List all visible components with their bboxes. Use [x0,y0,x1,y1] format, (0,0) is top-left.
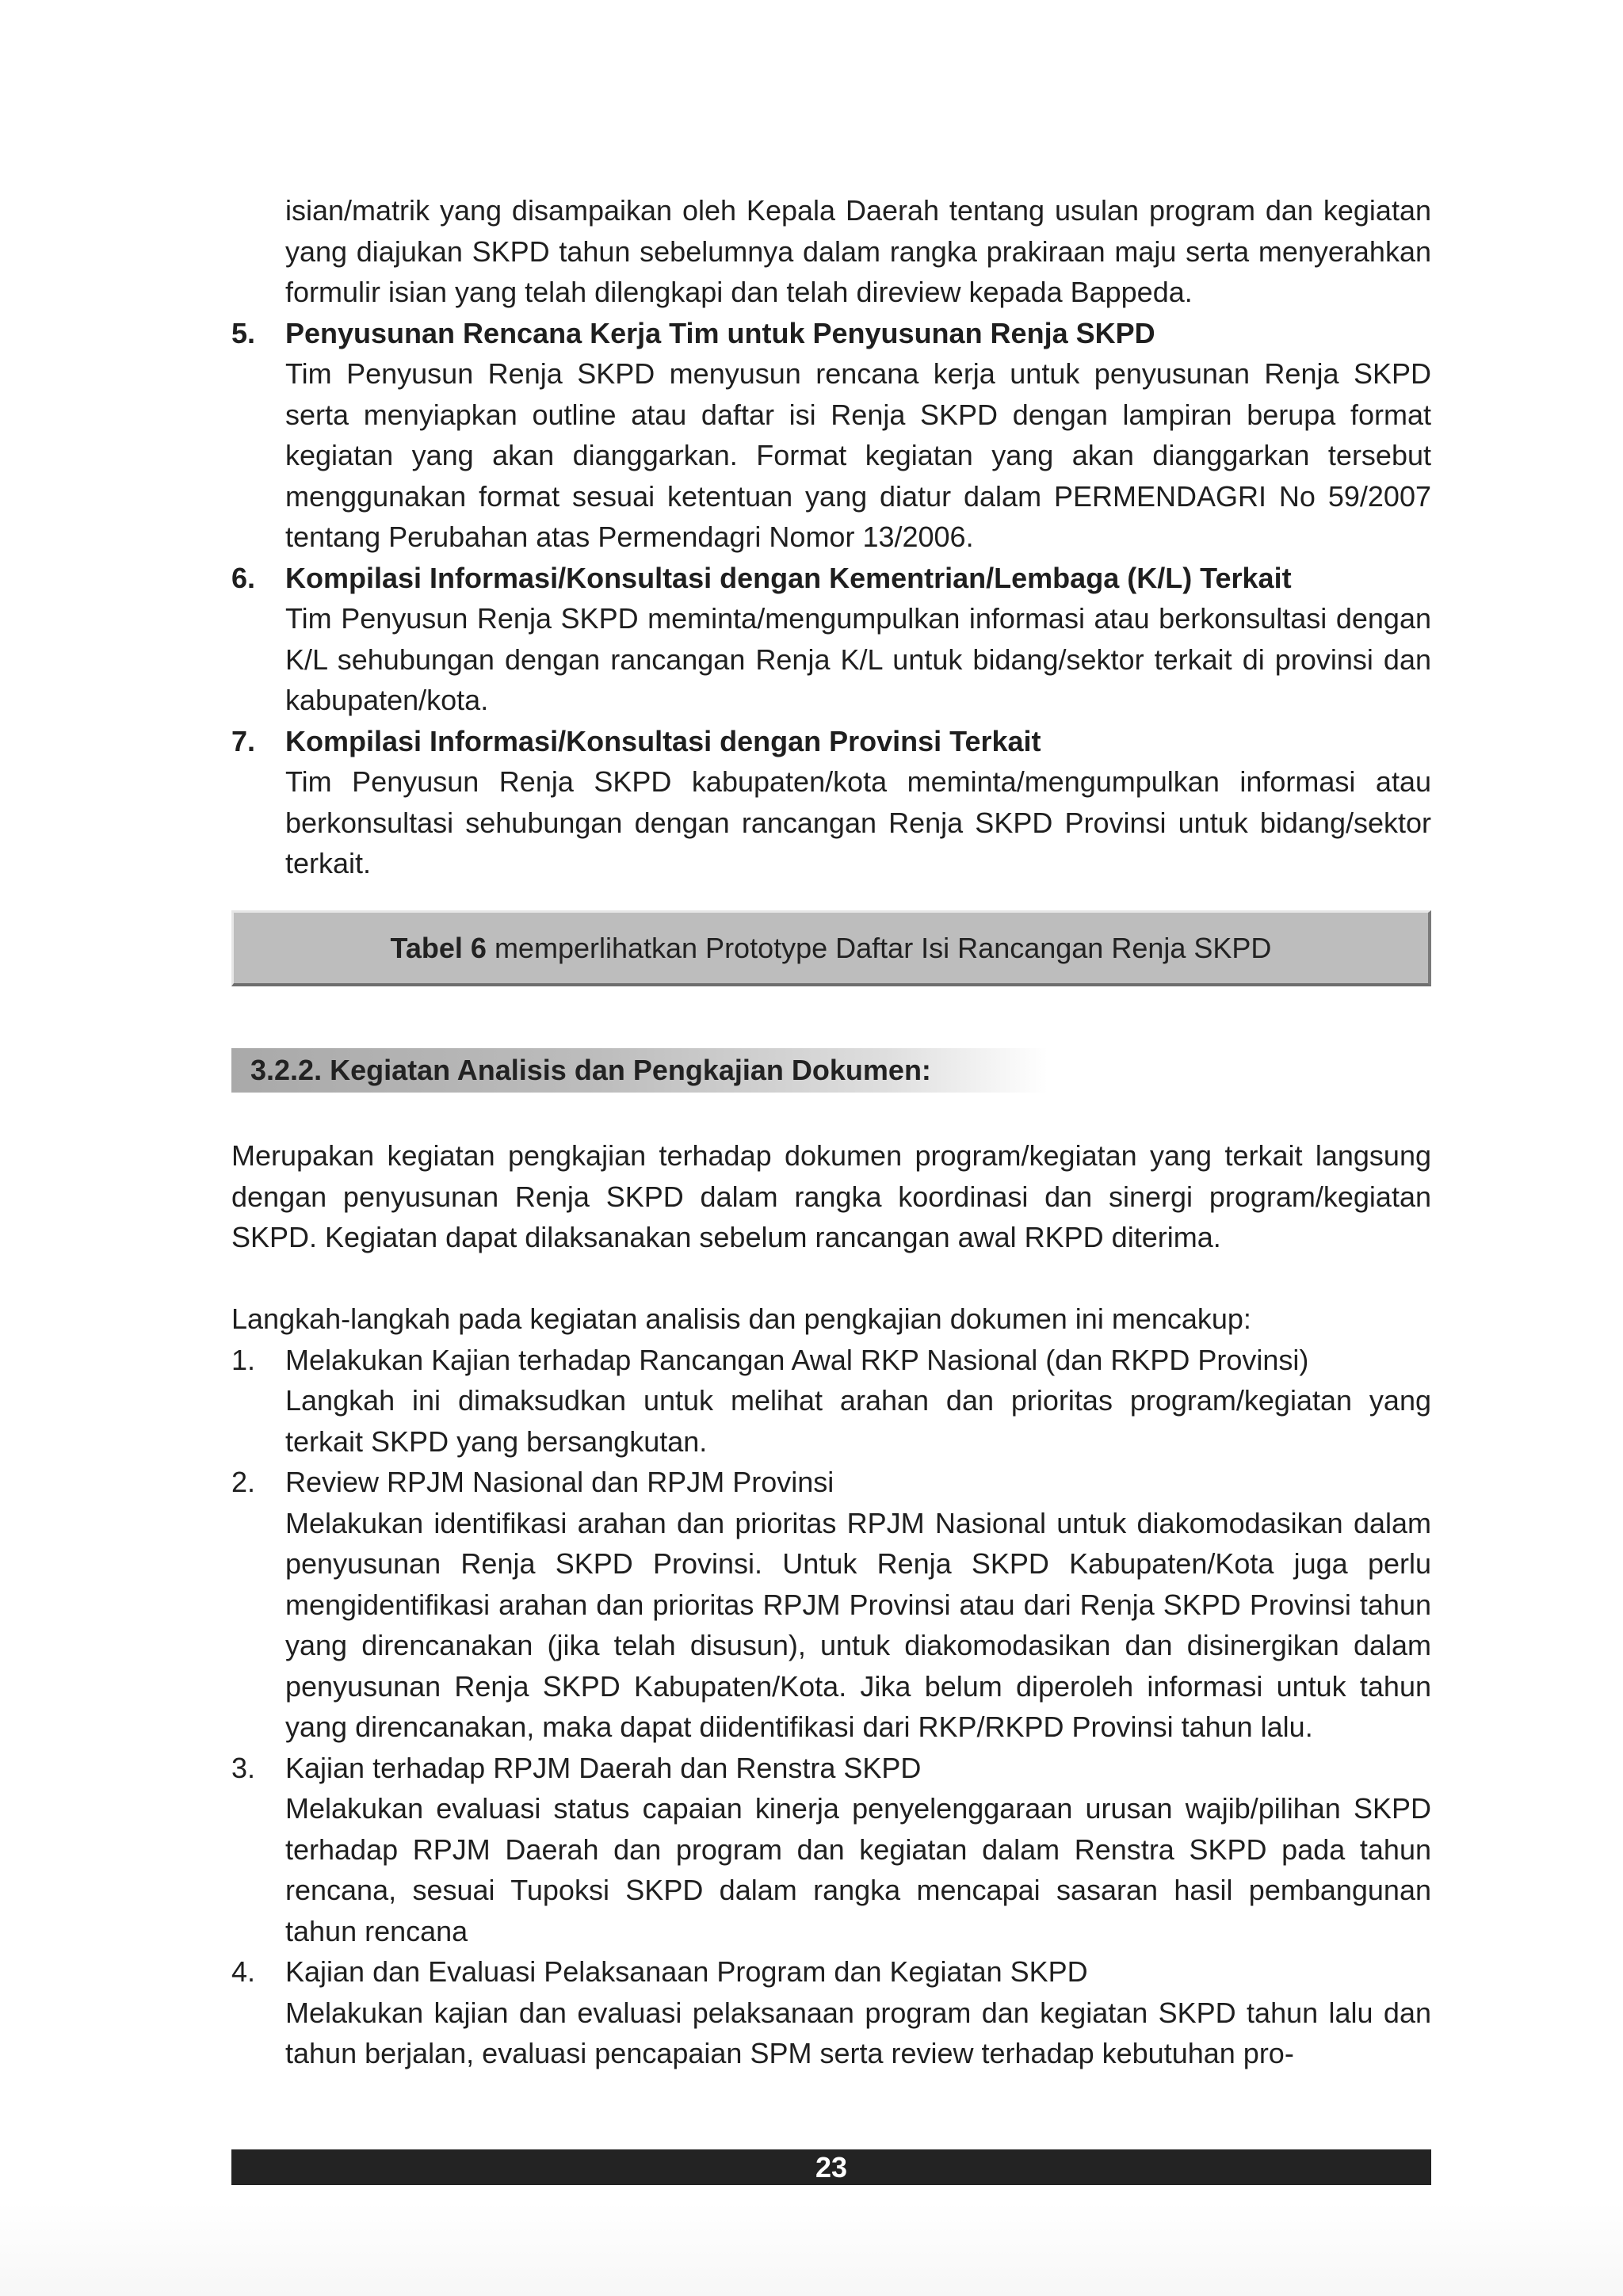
step-title: Kajian dan Evaluasi Pelaksanaan Program dan Kegiatan SKPD [285,1955,1088,1988]
section-intro-paragraph: Merupakan kegiatan pengkajian terhadap dokumen program/kegiatan yang terkait langsung dengan penyusunan Renja SKPD dalam rangka koordinasi dan sinergi program/kegiatan SKPD. Kegiatan dapat dilaksanakan sebelum rancangan awal RKPD diterima. [231,1139,1431,1253]
section-heading: 3.2.2. Kegiatan Analisis dan Pengkajian Dokumen: [231,1048,1048,1093]
list-number: 5. [231,316,256,349]
list-number: 6. [231,561,256,594]
list-item-text: Tim Penyusun Renja SKPD meminta/mengumpulkan informasi atau berkonsultasi dengan K/L sehubungan dengan rancangan Renja K/L untuk bidang/sektor terkait di provinsi dan kabupaten/kota. [285,602,1431,716]
steps-intro: Langkah-langkah pada kegiatan analisis dan pengkajian dokumen ini mencakup: [231,1302,1251,1335]
step-item-1 [231,1340,1431,1463]
list-item-5 [231,313,1431,558]
blank-line [231,1258,1431,1299]
list-number: 2. [231,1466,256,1498]
step-title: Kajian terhadap RPJM Daerah dan Renstra SKPD [285,1751,922,1784]
step-item-4 [231,1951,1431,2074]
section-body [231,1135,1431,2074]
step-text: Melakukan identifikasi arahan dan prioritas RPJM Nasional untuk diakomodasikan dalam penyusunan Renja SKPD Provinsi. Untuk Renja SKPD Kabupaten/Kota juga perlu mengidentifikasi arahan dan prioritas RPJM Provinsi atau dari Renja SKPD Provinsi tahun yang direncanakan (jika telah disusun), untuk diakomodasikan dan disinergikan dalam penyusunan Renja SKPD Kabupaten/Kota. Jika belum diperoleh informasi untuk tahun yang direncanakan, maka dapat diidentifikasi dari RKP/RKPD Provinsi tahun lalu. [285,1506,1431,1743]
step-item-3 [231,1748,1431,1952]
step-title: Melakukan Kajian terhadap Rancangan Awal RKP Nasional (dan RKPD Provinsi) [285,1343,1309,1376]
page-number-bar [231,2149,1431,2185]
list-number: 7. [231,724,256,757]
page-bottom-shade [0,2203,1623,2296]
step-text: Langkah ini dimaksudkan untuk melihat arahan dan prioritas program/kegiatan yang terkait SKPD yang bersangkutan. [285,1384,1431,1458]
table-reference-text: memperlihatkan Prototype Daftar Isi Rancangan Renja SKPD [486,931,1272,964]
top-section [231,190,1431,884]
page-number: 23 [815,2150,848,2183]
list-item-title: Penyusunan Rencana Kerja Tim untuk Penyusunan Renja SKPD [285,316,1155,349]
list-number: 3. [231,1751,256,1784]
list-item-text: Tim Penyusun Renja SKPD menyusun rencana kerja untuk penyusunan Renja SKPD serta menyiapkan outline atau daftar isi Renja SKPD dengan lampiran berupa format kegiatan yang akan dianggarkan. Format kegiatan yang akan dianggarkan tersebut menggunakan format sesuai ketentuan yang diatur dalam PERMENDAGRI No 59/2007 tentang Perubahan atas Permendagri Nomor 13/2006. [285,357,1431,553]
list-number: 1. [231,1343,256,1376]
list-item-title: Kompilasi Informasi/Konsultasi dengan Provinsi Terkait [285,724,1041,757]
list-item-title: Kompilasi Informasi/Konsultasi dengan Kementrian/Lembaga (K/L) Terkait [285,561,1292,594]
step-title: Review RPJM Nasional dan RPJM Provinsi [285,1466,834,1498]
step-text: Melakukan kajian dan evaluasi pelaksanaan program dan kegiatan SKPD tahun lalu dan tahun berjalan, evaluasi pencapaian SPM serta review terhadap kebutuhan pro- [285,1996,1431,2069]
step-text: Melakukan evaluasi status capaian kinerja penyelenggaraan urusan wajib/pilihan SKPD terhadap RPJM Daerah dan program dan kegiatan dalam Renstra SKPD pada tahun rencana, sesuai Tupoksi SKPD dalam rangka mencapai sasaran hasil pembangunan tahun rencana [285,1792,1431,1947]
table-reference-label: Tabel 6 [390,931,487,964]
list-number: 4. [231,1955,256,1988]
table-reference-box [231,910,1431,986]
continuation-paragraph: isian/matrik yang disampaikan oleh Kepala Daerah tentang usulan program dan kegiatan yang diajukan SKPD tahun sebelumnya dalam rangka prakiraan maju serta menyerahkan formulir isian yang telah dilengkapi dan telah direview kepada Bappeda. [285,194,1431,308]
step-item-2 [231,1462,1431,1748]
list-item-7 [231,721,1431,884]
list-item-6 [231,558,1431,721]
list-item-text: Tim Penyusun Renja SKPD kabupaten/kota meminta/mengumpulkan informasi atau berkonsultasi sehubungan dengan rancangan Renja SKPD Provinsi untuk bidang/sektor terkait. [285,765,1431,879]
